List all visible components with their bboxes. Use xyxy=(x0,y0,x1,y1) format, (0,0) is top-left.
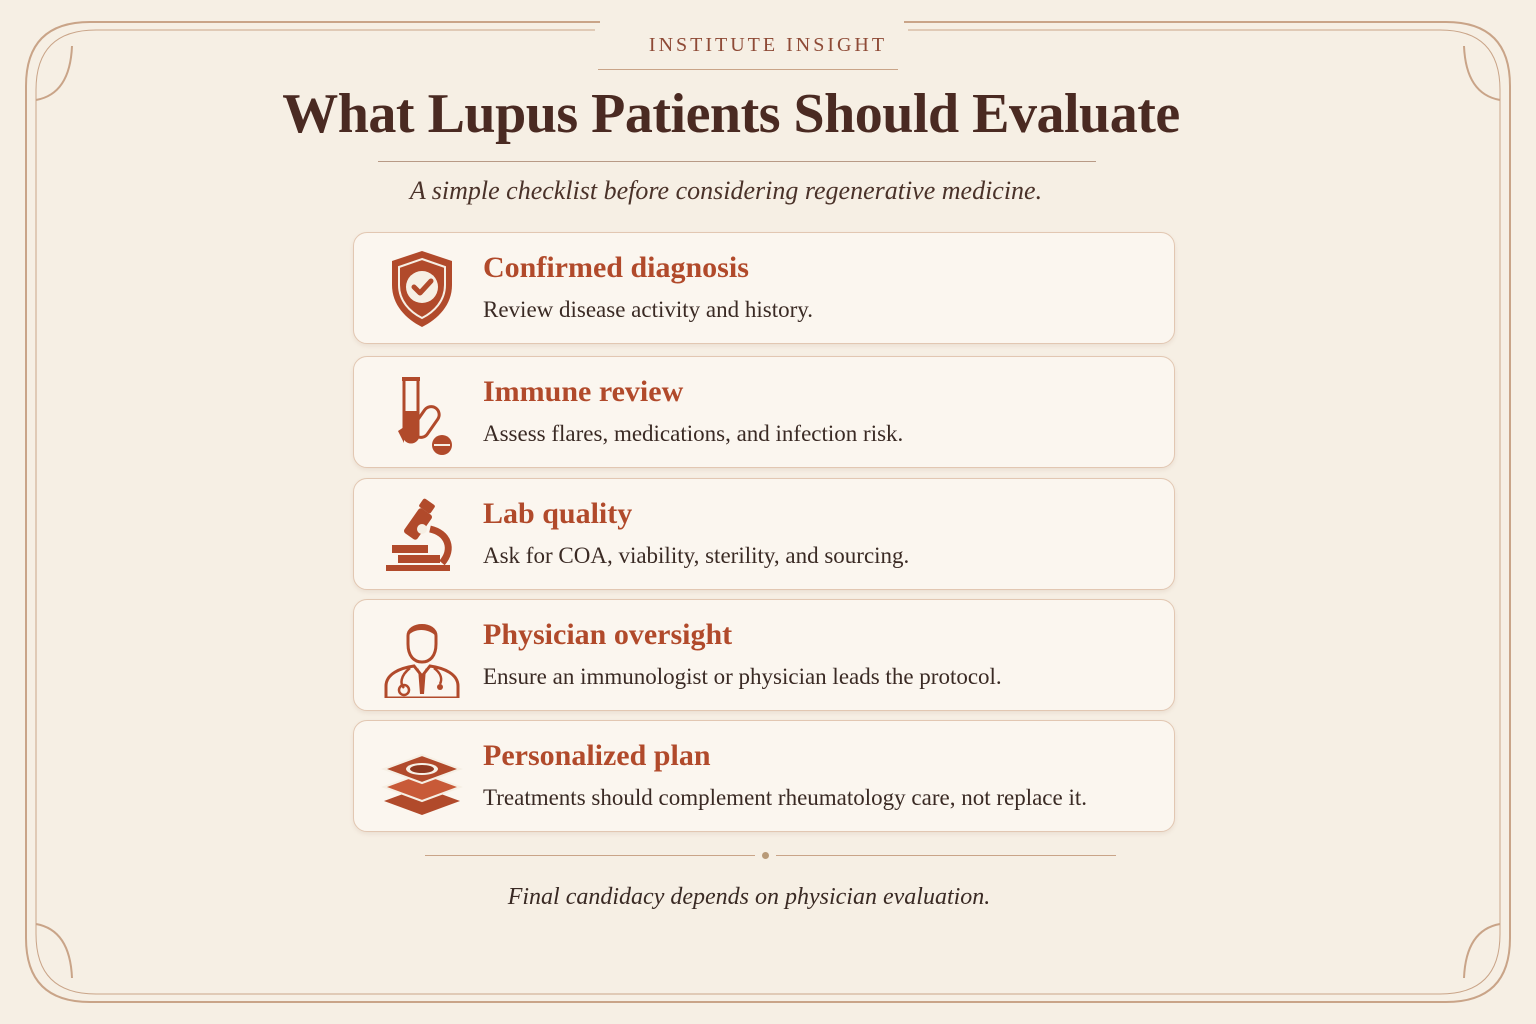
microscope-icon xyxy=(380,493,464,577)
checklist-item-title: Physician oversight xyxy=(483,618,733,651)
checklist-item-title: Immune review xyxy=(483,375,684,408)
shield-check-icon xyxy=(380,247,464,331)
footer-divider-left xyxy=(425,855,755,856)
physician-icon xyxy=(380,614,464,698)
page-title: What Lupus Patients Should Evaluate xyxy=(282,83,1180,145)
checklist-item-physician-oversight xyxy=(353,599,1175,711)
page-subtitle: A simple checklist before considering regenerative medicine. xyxy=(409,176,1043,205)
checklist-item-description: Review disease activity and history. xyxy=(483,297,814,322)
checklist-item-immune-review xyxy=(353,356,1175,468)
eyebrow-divider xyxy=(598,69,898,70)
checklist-item-lab-quality xyxy=(353,478,1175,590)
checklist-item-confirmed-diagnosis xyxy=(353,232,1175,344)
title-divider xyxy=(378,161,1096,162)
test-tube-pill-icon xyxy=(380,371,464,455)
checklist-item-personalized-plan xyxy=(353,720,1175,832)
checklist-item-description: Assess flares, medications, and infection risk. xyxy=(483,421,904,446)
checklist-item-title: Personalized plan xyxy=(483,739,711,772)
footer-divider-dot xyxy=(762,852,769,859)
checklist-item-description: Treatments should complement rheumatology care, not replace it. xyxy=(483,785,1088,810)
checklist-item-title: Confirmed diagnosis xyxy=(483,251,749,284)
layers-icon xyxy=(380,735,464,819)
eyebrow-label: INSTITUTE INSIGHT xyxy=(648,34,888,56)
footer-divider-right xyxy=(776,855,1116,856)
footer-note: Final candidacy depends on physician evaluation. xyxy=(507,884,991,910)
checklist-item-description: Ask for COA, viability, sterility, and sourcing. xyxy=(483,543,910,568)
checklist-item-description: Ensure an immunologist or physician leads the protocol. xyxy=(483,664,1002,689)
checklist-item-title: Lab quality xyxy=(483,497,633,530)
